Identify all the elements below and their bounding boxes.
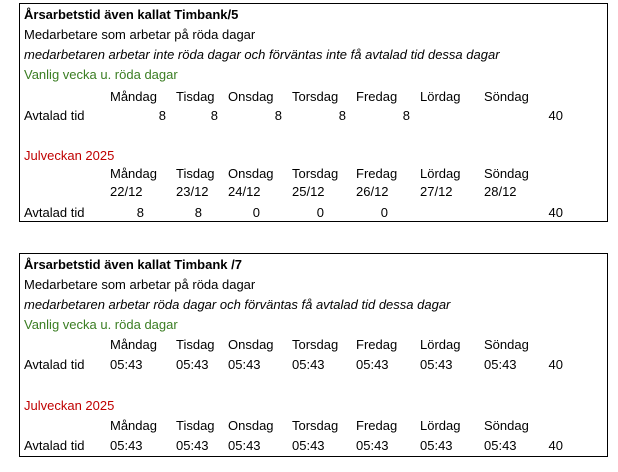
value-cell: 05:43 <box>356 357 389 372</box>
value-cell: 05:43 <box>420 438 453 453</box>
total-cell: 40 <box>548 108 563 123</box>
date-header: 22/12 <box>110 184 143 199</box>
value-cell: 8 <box>274 108 282 123</box>
total-cell: 40 <box>548 438 563 453</box>
day-header: Fredag <box>356 418 398 433</box>
value-cell: 05:43 <box>110 438 143 453</box>
value-cell: 05:43 <box>356 438 389 453</box>
day-header: Torsdag <box>292 166 339 181</box>
section1-normal-week-heading: Vanlig vecka u. röda dagar <box>24 67 178 82</box>
section2-christmas-heading: Julveckan 2025 <box>24 398 115 413</box>
day-header: Måndag <box>110 418 157 433</box>
row-label: Avtalad tid <box>24 357 85 372</box>
section2-normal-week-heading: Vanlig vecka u. röda dagar <box>24 317 178 332</box>
day-header: Tisdag <box>176 166 215 181</box>
value-cell: 8 <box>402 108 410 123</box>
section1-christmas-heading: Julveckan 2025 <box>24 148 115 163</box>
value-cell: 05:43 <box>484 438 517 453</box>
day-header: Lördag <box>420 89 461 104</box>
date-header: 27/12 <box>420 184 453 199</box>
value-cell: 8 <box>158 108 166 123</box>
section1-title: Årsarbetstid även kallat Timbank/5 <box>24 7 239 22</box>
value-cell: 0 <box>316 205 324 220</box>
value-cell: 05:43 <box>228 357 261 372</box>
day-header: Söndag <box>484 89 529 104</box>
day-header: Onsdag <box>228 337 274 352</box>
day-header: Torsdag <box>292 337 339 352</box>
day-header: Fredag <box>356 337 398 352</box>
value-cell: 0 <box>252 205 260 220</box>
total-cell: 40 <box>548 357 563 372</box>
section2-subtitle: Medarbetare som arbetar på röda dagar <box>24 277 256 292</box>
section1-note: medarbetaren arbetar inte röda dagar och förväntas inte få avtalad tid dessa dagar <box>24 47 500 62</box>
value-cell: 05:43 <box>228 438 261 453</box>
day-header: Lördag <box>420 166 461 181</box>
date-header: 25/12 <box>292 184 325 199</box>
date-header: 23/12 <box>176 184 209 199</box>
section2-note: medarbetaren arbetar röda dagar och förväntas få avtalad tid dessa dagar <box>24 297 451 312</box>
value-cell: 05:43 <box>176 357 209 372</box>
day-header: Lördag <box>420 337 461 352</box>
value-cell: 05:43 <box>176 438 209 453</box>
row-label: Avtalad tid <box>24 205 85 220</box>
day-header: Söndag <box>484 418 529 433</box>
day-header: Tisdag <box>176 337 215 352</box>
section1-subtitle: Medarbetare som arbetar på röda dagar <box>24 27 256 42</box>
value-cell: 05:43 <box>292 438 325 453</box>
day-header: Måndag <box>110 166 157 181</box>
day-header: Onsdag <box>228 89 274 104</box>
day-header: Måndag <box>110 337 157 352</box>
day-header: Onsdag <box>228 166 274 181</box>
day-header: Lördag <box>420 418 461 433</box>
value-cell: 8 <box>136 205 144 220</box>
day-header: Tisdag <box>176 418 215 433</box>
day-header: Söndag <box>484 337 529 352</box>
row-label: Avtalad tid <box>24 438 85 453</box>
day-header: Torsdag <box>292 418 339 433</box>
day-header: Fredag <box>356 89 398 104</box>
value-cell: 8 <box>210 108 218 123</box>
value-cell: 05:43 <box>292 357 325 372</box>
row-label: Avtalad tid <box>24 108 85 123</box>
value-cell: 05:43 <box>484 357 517 372</box>
section2-title: Årsarbetstid även kallat Timbank /7 <box>24 257 242 272</box>
day-header: Söndag <box>484 166 529 181</box>
total-cell: 40 <box>548 205 563 220</box>
day-header: Onsdag <box>228 418 274 433</box>
value-cell: 8 <box>338 108 346 123</box>
day-header: Torsdag <box>292 89 339 104</box>
date-header: 24/12 <box>228 184 261 199</box>
date-header: 28/12 <box>484 184 517 199</box>
day-header: Tisdag <box>176 89 215 104</box>
value-cell: 05:43 <box>110 357 143 372</box>
value-cell: 0 <box>380 205 388 220</box>
value-cell: 05:43 <box>420 357 453 372</box>
day-header: Fredag <box>356 166 398 181</box>
date-header: 26/12 <box>356 184 389 199</box>
day-header: Måndag <box>110 89 157 104</box>
value-cell: 8 <box>194 205 202 220</box>
